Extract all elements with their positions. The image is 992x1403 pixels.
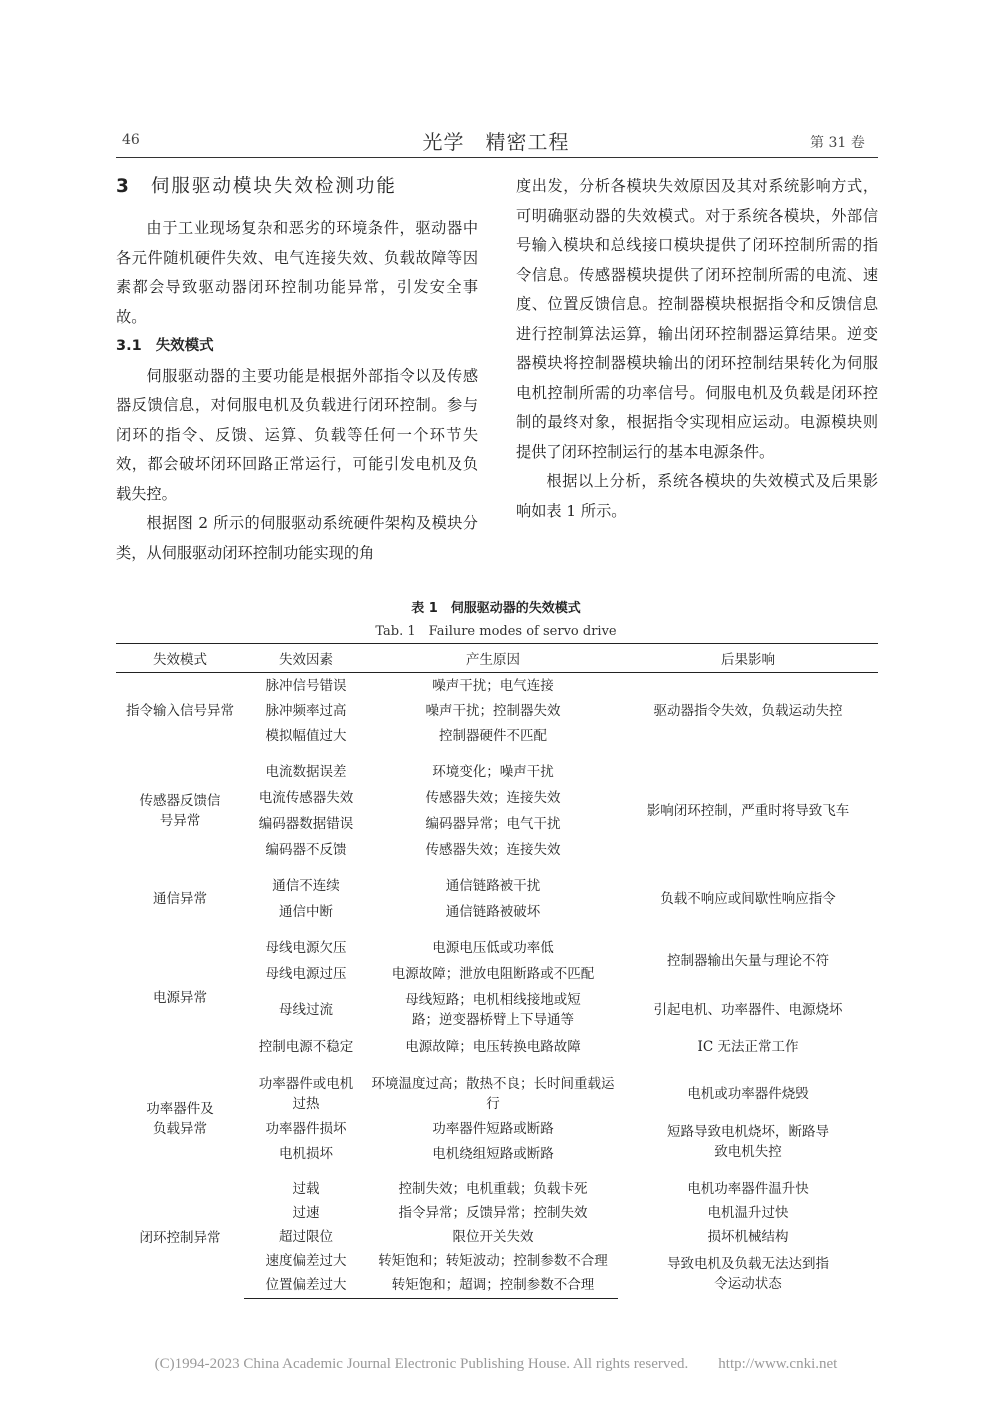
table-row [116,873,878,899]
header-factor: 失效因素 [244,644,368,673]
effect-cell: 电机或功率器件烧毁 [687,1085,809,1102]
mode-cell: 闭环控制异常 [139,1229,221,1246]
effect-cell: IC 无法正常工作 [697,1038,799,1055]
cause-cell: 环境变化；噪声干扰 [432,763,554,780]
cause-cell: 限位开关失效 [452,1228,534,1245]
cause-cell: 电源电压低或功率低 [432,939,554,956]
mode-cell: 指令输入信号异常 [126,702,234,719]
table-row [116,759,878,785]
table-caption-en: Tab. 1 Failure modes of servo drive [375,624,617,639]
factor-cell: 电流数据误差 [265,763,347,780]
factor-cell: 过载 [292,1180,320,1197]
paragraph-analysis-cont: 度出发，分析各模块失效原因及其对系统影响方式，可明确驱动器的失效模式。对于系统各模块，外部信号输入模块和总线接口模块提供了闭环控制所需的指令信息。传感器模块提供了闭环控制所需的电流、速度、位置反馈信息。控制器模块根据指令和反馈信息进行控制算法运算，输出闭环控制器运算结果。逆变器模块将控制器模块输出的闭环控制结果转化为伺服电机控制所需的功率信号。伺服电机及负载是闭环控制的最终对象，根据指令实现相应运动。电源模块则提供了闭环控制运行的基本电源条件。 [516,177,878,461]
factor-cell: 控制电源不稳定 [258,1038,354,1055]
section-heading [116,172,478,202]
header-rule [116,157,878,158]
effect-cell: 引起电机、功率器件、电源烧坏 [653,1001,843,1018]
effect-cell: 电机功率器件温升快 [687,1180,809,1197]
table-row [116,1177,878,1201]
cause-cell: 噪声干扰；控制器失效 [425,703,561,719]
header-mode: 失效模式 [116,644,244,673]
effect-cell: 驱动器指令失效，负载运动失控 [653,702,843,719]
effect-cell: 导致电机及负载无法达到指令运动状态 [667,1255,829,1292]
cause-cell: 通信链路被破坏 [445,903,541,920]
cause-cell: 控制失效；电机重载；负载卡死 [398,1180,588,1197]
mode-cell: 传感器反馈信号异常 [139,792,221,829]
effect-cell: 损坏机械结构 [707,1228,789,1245]
cause-cell: 转矩饱和；转矩波动；控制参数不合理 [378,1252,608,1269]
group-spacer [116,863,878,873]
paragraph-main-function: 伺服驱动器的主要功能是根据外部指令以及传感器反馈信息，对伺服电机及负载进行闭环控制。参与闭环的指令、反馈、运算、负载等任何一个环节失效，都会破坏闭环回路正常运行，可能引发电机及负载失控。 [116,366,478,503]
factor-cell: 脉冲频率过高 [265,703,347,719]
effect-cell: 控制器输出矢量与理论不符 [667,952,829,969]
factor-cell: 母线过流 [279,1001,333,1018]
mode-cell: 通信异常 [153,890,207,907]
table-header-row [116,644,878,673]
header-cause: 产生原因 [368,644,618,673]
factor-cell: 速度偏差过大 [265,1252,347,1269]
section-title: 伺服驱动模块失效检测功能 [150,176,397,197]
table-row [116,935,878,961]
cause-cell: 指令异常；反馈异常；控制失效 [398,1204,588,1221]
factor-cell: 电机损坏 [279,1146,333,1162]
group-spacer [116,925,878,935]
factor-cell: 母线电源过压 [265,965,347,982]
mode-cell: 功率器件及负载异常 [146,1100,214,1137]
cause-cell: 编码器异常；电气干扰 [425,815,561,832]
factor-cell: 超过限位 [279,1228,333,1245]
cause-cell: 母线短路；电机相线接地或短路；逆变器桥臂上下导通等 [405,991,581,1028]
factor-cell: 位置偏差过大 [244,1273,368,1299]
journal-title: 光学 精密工程 [422,130,570,154]
left-column [116,172,478,568]
cause-cell: 环境温度过高；散热不良；长时间重载运行 [371,1075,615,1112]
subsection-number: 3.1 [116,338,142,354]
factor-cell: 模拟幅值过大 [265,728,347,744]
copyright-footer: (C)1994-2023 China Academic Journal Electronic Publishing House. All rights reserved. http://www.cnki.net [154,1356,838,1372]
factor-cell: 通信不连续 [272,877,340,894]
factor-cell: 母线电源欠压 [265,939,347,956]
cause-cell: 电源故障；电压转换电路故障 [405,1038,581,1055]
group-spacer [116,749,878,759]
effect-cell: 电机温升过快 [707,1204,789,1221]
cause-cell: 传感器失效；连接失效 [425,841,561,858]
group-spacer [116,1167,878,1177]
factor-cell: 功率器件或电机过热 [258,1075,354,1112]
failure-modes-table [116,643,878,1299]
factor-cell: 编码器不反馈 [265,841,347,858]
factor-cell: 通信中断 [279,903,333,920]
factor-cell: 过速 [292,1204,320,1221]
factor-cell: 编码器数据错误 [258,815,354,832]
effect-cell: 短路导致电机烧坏，断路导致电机失控 [667,1123,829,1160]
cause-cell: 电机绕组短路或断路 [432,1146,554,1162]
section-number: 3 [116,176,129,197]
volume-label: 第 31 卷 [810,135,865,151]
table-row [116,1071,878,1117]
cause-cell: 通信链路被干扰 [445,877,541,894]
effect-cell: 负载不响应或间歇性响应指令 [660,890,836,907]
subsection-heading [116,332,478,362]
header-effect: 后果影响 [618,644,878,673]
group-spacer [116,1061,878,1071]
right-column [516,172,878,526]
mode-cell: 电源异常 [153,989,207,1006]
table-row [116,673,878,699]
paragraph-intro: 由于工业现场复杂和恶劣的环境条件，驱动器中各元件随机硬件失效、电气连接失效、负载故障等因素都会导致驱动器闭环控制功能异常，引发安全事故。 [116,219,478,326]
cause-cell: 电源故障；泄放电阻断路或不匹配 [391,965,595,982]
cause-cell: 噪声干扰；电气连接 [432,677,554,694]
factor-cell: 功率器件损坏 [265,1121,347,1137]
paragraph-analysis-start: 根据图 2 所示的伺服驱动系统硬件架构及模块分类，从伺服驱动闭环控制功能实现的角 [116,514,478,562]
effect-cell: 影响闭环控制，严重时将导致飞车 [646,802,850,819]
page-number: 46 [122,132,140,148]
cause-cell: 功率器件短路或断路 [432,1121,554,1137]
table-caption-cn: 表 1 伺服驱动器的失效模式 [411,601,581,616]
paragraph-summary: 根据以上分析，系统各模块的失效模式及后果影响如表 1 所示。 [516,472,878,520]
factor-cell: 脉冲信号错误 [265,677,347,694]
subsection-title: 失效模式 [155,338,214,354]
cause-cell: 传感器失效；连接失效 [425,789,561,806]
cause-cell: 控制器硬件不匹配 [439,728,547,744]
factor-cell: 电流传感器失效 [258,789,354,806]
cause-cell: 转矩饱和；超调；控制参数不合理 [368,1273,618,1299]
